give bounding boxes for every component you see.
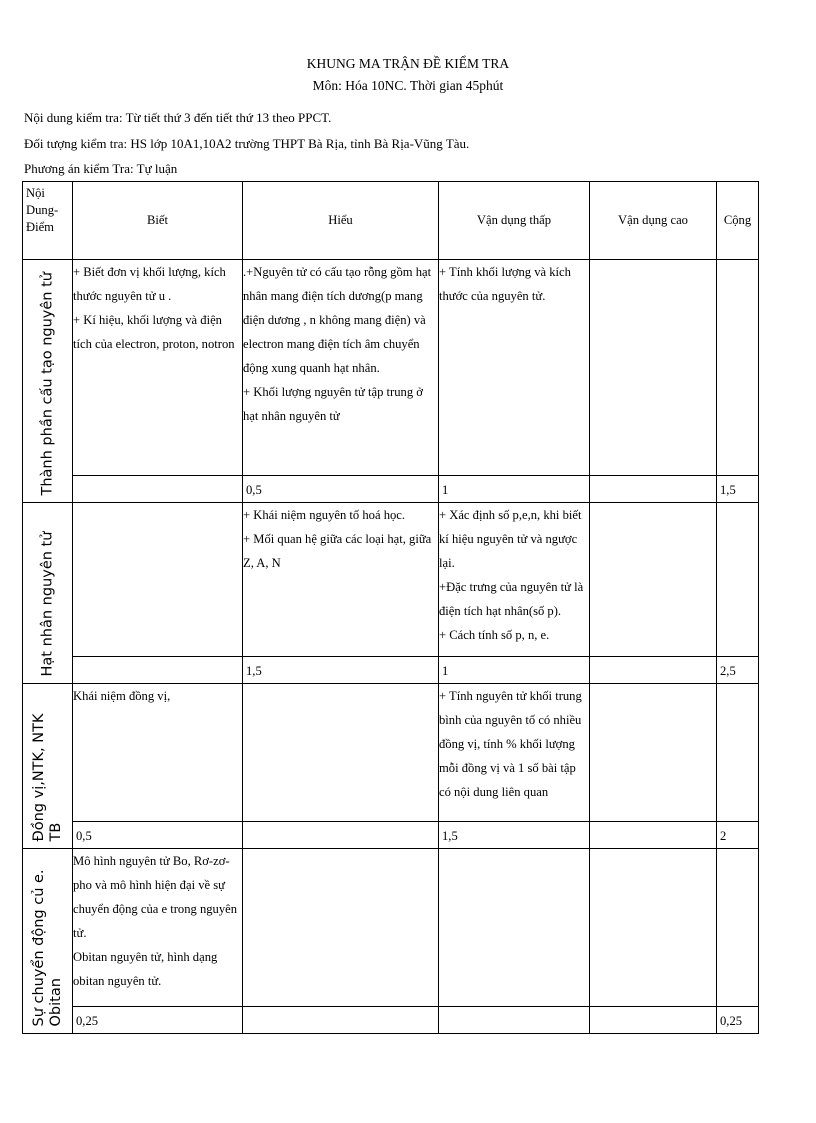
matrix-body [23, 260, 759, 1034]
col-header-vdt: Vận dụng thấp [439, 182, 590, 260]
info-target: Đối tượng kiểm tra: HS lớp 10A1,10A2 trường THPT Bà Rịa, tỉnh Bà Rịa-Vũng Tàu. [24, 136, 470, 151]
info-method: Phương án kiểm Tra: Tự luận [24, 161, 178, 176]
cell-text: Obitan nguyên tử, hình dạng obitan nguyên tử. [73, 950, 218, 988]
cell-vdt [439, 260, 590, 476]
page-title: KHUNG MA TRẬN ĐỀ KIỂM TRA [306, 56, 510, 71]
score-cong: 2,5 [717, 657, 759, 684]
cell-vdc [590, 260, 717, 476]
score-vdc [590, 476, 717, 503]
score-vdc [590, 1007, 717, 1034]
score-hieu [243, 822, 439, 849]
col-header-vdc: Vận dụng cao [590, 182, 717, 260]
score-hieu: 1,5 [243, 657, 439, 684]
topic-cell [23, 849, 73, 1034]
cell-vdc [590, 849, 717, 1007]
cell-text: .+Nguyên tử có cấu tạo rỗng gồm hạt nhân mang điện tích dương(p mang điện dương , n không mang điện) và electron mang điện tích âm chuyển động xung quanh hạt nhân. [243, 265, 432, 375]
cell-biet [73, 849, 243, 1007]
cell-text: + Khối lượng nguyên tử tập trung ở hạt nhân nguyên tử [243, 385, 423, 423]
cell-text: Mô hình nguyên tử Bo, Rơ-zơ-pho và mô hình hiện đại về sự chuyển động của e trong nguyên tử. [73, 854, 238, 940]
cell-vdt [439, 503, 590, 657]
cell-cong [717, 260, 759, 476]
score-vdc [590, 657, 717, 684]
score-vdt: 1 [439, 657, 590, 684]
cell-vdc [590, 684, 717, 822]
score-vdt: 1,5 [439, 822, 590, 849]
cell-hieu [243, 260, 439, 476]
cell-biet [73, 503, 243, 657]
topic-cell [23, 684, 73, 849]
cell-text: + Biết đơn vị khối lượng, kích thước nguyên tử u . [73, 265, 226, 303]
col-header-biet: Biết [73, 182, 243, 260]
header-row [23, 182, 759, 260]
score-hieu [243, 1007, 439, 1034]
score-row [23, 657, 759, 684]
topic-label: Hạt nhân nguyên tử [39, 531, 55, 677]
score-hieu: 0,5 [243, 476, 439, 503]
score-biet [73, 476, 243, 503]
score-biet: 0,5 [73, 822, 243, 849]
topic-cell [23, 503, 73, 684]
cell-cong [717, 849, 759, 1007]
info-content: Nội dung kiểm tra: Từ tiết thứ 3 đến tiết thứ 13 theo PPCT. [24, 110, 332, 125]
content-row [23, 503, 759, 657]
topic-label: Sự chuyển động củ e. Obitan [30, 869, 64, 1027]
score-biet: 0,25 [73, 1007, 243, 1034]
col-header-content: Nội Dung-Điểm [23, 182, 73, 260]
score-cong: 1,5 [717, 476, 759, 503]
score-vdc [590, 822, 717, 849]
cell-text: + Tính nguyên tử khối trung bình của nguyên tố có nhiều đồng vị, tính % khối lượng mỗi đồng vị và 1 số bài tập có nội dung liên quan [439, 689, 582, 799]
cell-cong [717, 503, 759, 657]
cell-text: + Cách tính số p, n, e. [439, 628, 550, 642]
page-subtitle: Môn: Hóa 10NC. Thời gian 45phút [312, 78, 504, 93]
cell-hieu [243, 503, 439, 657]
topic-cell [23, 260, 73, 503]
col-header-cong: Cộng [717, 182, 759, 260]
cell-text: +Đặc trưng của nguyên tử là điện tích hạt nhân(số p). [439, 580, 584, 618]
cell-biet [73, 260, 243, 476]
cell-hieu [243, 684, 439, 822]
score-biet [73, 657, 243, 684]
cell-vdt [439, 684, 590, 822]
cell-text: + Xác định số p,e,n, khi biết kí hiệu nguyên tử và ngược lại. [439, 508, 582, 570]
content-row [23, 849, 759, 1007]
score-cong: 0,25 [717, 1007, 759, 1034]
cell-text: + Khái niệm nguyên tố hoá học. [243, 508, 406, 522]
cell-cong [717, 684, 759, 822]
score-vdt: 1 [439, 476, 590, 503]
score-vdt [439, 1007, 590, 1034]
content-row [23, 260, 759, 476]
matrix-table [22, 181, 759, 1034]
cell-vdc [590, 503, 717, 657]
cell-hieu [243, 849, 439, 1007]
score-row [23, 822, 759, 849]
cell-text: Khái niệm đồng vị, [73, 689, 171, 703]
cell-text: + Tính khối lượng và kích thước của nguyên tử. [439, 265, 571, 303]
cell-biet [73, 684, 243, 822]
score-cong: 2 [717, 822, 759, 849]
cell-text: + Mối quan hệ giữa các loại hạt, giữa Z, A, N [243, 532, 432, 570]
score-row [23, 1007, 759, 1034]
cell-text: + Kí hiệu, khối lượng và điện tích của electron, proton, notron [73, 313, 235, 351]
content-row [23, 684, 759, 822]
cell-vdt [439, 849, 590, 1007]
col-header-hieu: Hiểu [243, 182, 439, 260]
topic-label: Thành phần cấu tạo nguyên tử [39, 272, 55, 496]
score-row [23, 476, 759, 503]
topic-label: Đồng vị,NTK, NTK TB [30, 713, 64, 842]
